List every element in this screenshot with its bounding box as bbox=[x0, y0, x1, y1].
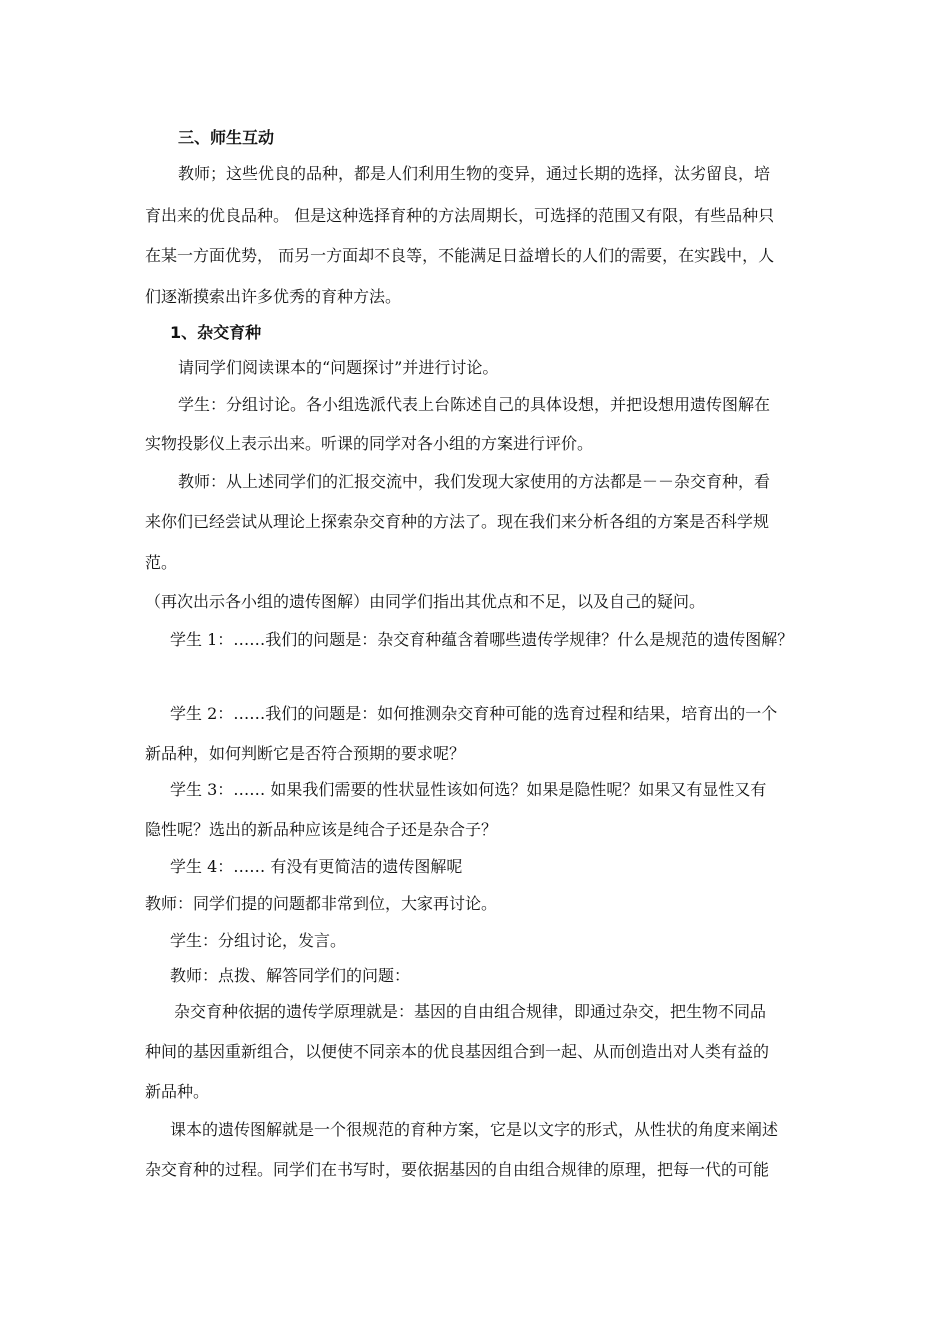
paragraph-line: 教师：点拨、解答同学们的问题： bbox=[170, 966, 411, 985]
paragraph-line: 请同学们阅读课本的“问题探讨”并进行讨论。 bbox=[178, 358, 499, 377]
section-title: 三、师生互动 bbox=[178, 128, 275, 147]
paragraph-line: 学生 3：…… 如果我们需要的性状显性该如何选？如果是隐性呢？如果又有显性又有 bbox=[170, 780, 767, 799]
paragraph-line: 们逐渐摸索出许多优秀的育种方法。 bbox=[145, 287, 402, 306]
paragraph-line: 实物投影仪上表示出来。听课的同学对各小组的方案进行评价。 bbox=[145, 434, 594, 453]
paragraph-line: 新品种。 bbox=[145, 1082, 210, 1101]
paragraph-line: 教师；这些优良的品种，都是人们利用生物的变异，通过长期的选择，汰劣留良，培 bbox=[178, 164, 771, 183]
paragraph-line: 学生 1：……我们的问题是：杂交育种蕴含着哪些遗传学规律？什么是规范的遗传图解？ bbox=[170, 630, 794, 649]
paragraph-line: 教师：同学们提的问题都非常到位，大家再讨论。 bbox=[145, 894, 498, 913]
paragraph-line: 隐性呢？选出的新品种应该是纯合子还是杂合子？ bbox=[145, 820, 498, 839]
paragraph-line: （再次出示各小组的遗传图解）由同学们指出其优点和不足，以及自己的疑问。 bbox=[145, 592, 706, 611]
paragraph-line: 新品种，如何判断它是否符合预期的要求呢？ bbox=[145, 744, 466, 763]
paragraph-line: 学生 4：…… 有没有更简洁的遗传图解呢 bbox=[170, 857, 463, 876]
paragraph-line: 杂交育种依据的遗传学原理就是：基因的自由组合规律，即通过杂交，把生物不同品 bbox=[174, 1002, 767, 1021]
paragraph-line: 种间的基因重新组合，以便使不同亲本的优良基因组合到一起、从而创造出对人类有益的 bbox=[145, 1042, 770, 1061]
paragraph-line: 学生：分组讨论。各小组选派代表上台陈述自己的具体设想，并把设想用遗传图解在 bbox=[178, 395, 771, 414]
paragraph-line: 课本的遗传图解就是一个很规范的育种方案，它是以文字的形式，从性状的角度来阐述 bbox=[170, 1120, 779, 1139]
paragraph-line: 杂交育种的过程。同学们在书写时，要依据基因的自由组合规律的原理，把每一代的可能 bbox=[145, 1160, 770, 1179]
paragraph-line: 学生 2：……我们的问题是：如何推测杂交育种可能的选育过程和结果，培育出的一个 bbox=[170, 704, 778, 723]
paragraph-line: 来你们已经尝试从理论上探索杂交育种的方法了。现在我们来分析各组的方案是否科学规 bbox=[145, 512, 770, 531]
paragraph-line: 教师：从上述同学们的汇报交流中，我们发现大家使用的方法都是－－杂交育种，看 bbox=[178, 472, 771, 491]
subsection-title: 1、杂交育种 bbox=[170, 323, 262, 342]
paragraph-line: 在某一方面优势， 而另一方面却不良等，不能满足日益增长的人们的需要，在实践中，人 bbox=[145, 246, 775, 265]
paragraph-line: 范。 bbox=[145, 553, 178, 572]
paragraph-line: 育出来的优良品种。 但是这种选择育种的方法周期长，可选择的范围又有限，有些品种只 bbox=[145, 206, 775, 225]
paragraph-line: 学生：分组讨论，发言。 bbox=[170, 931, 347, 950]
